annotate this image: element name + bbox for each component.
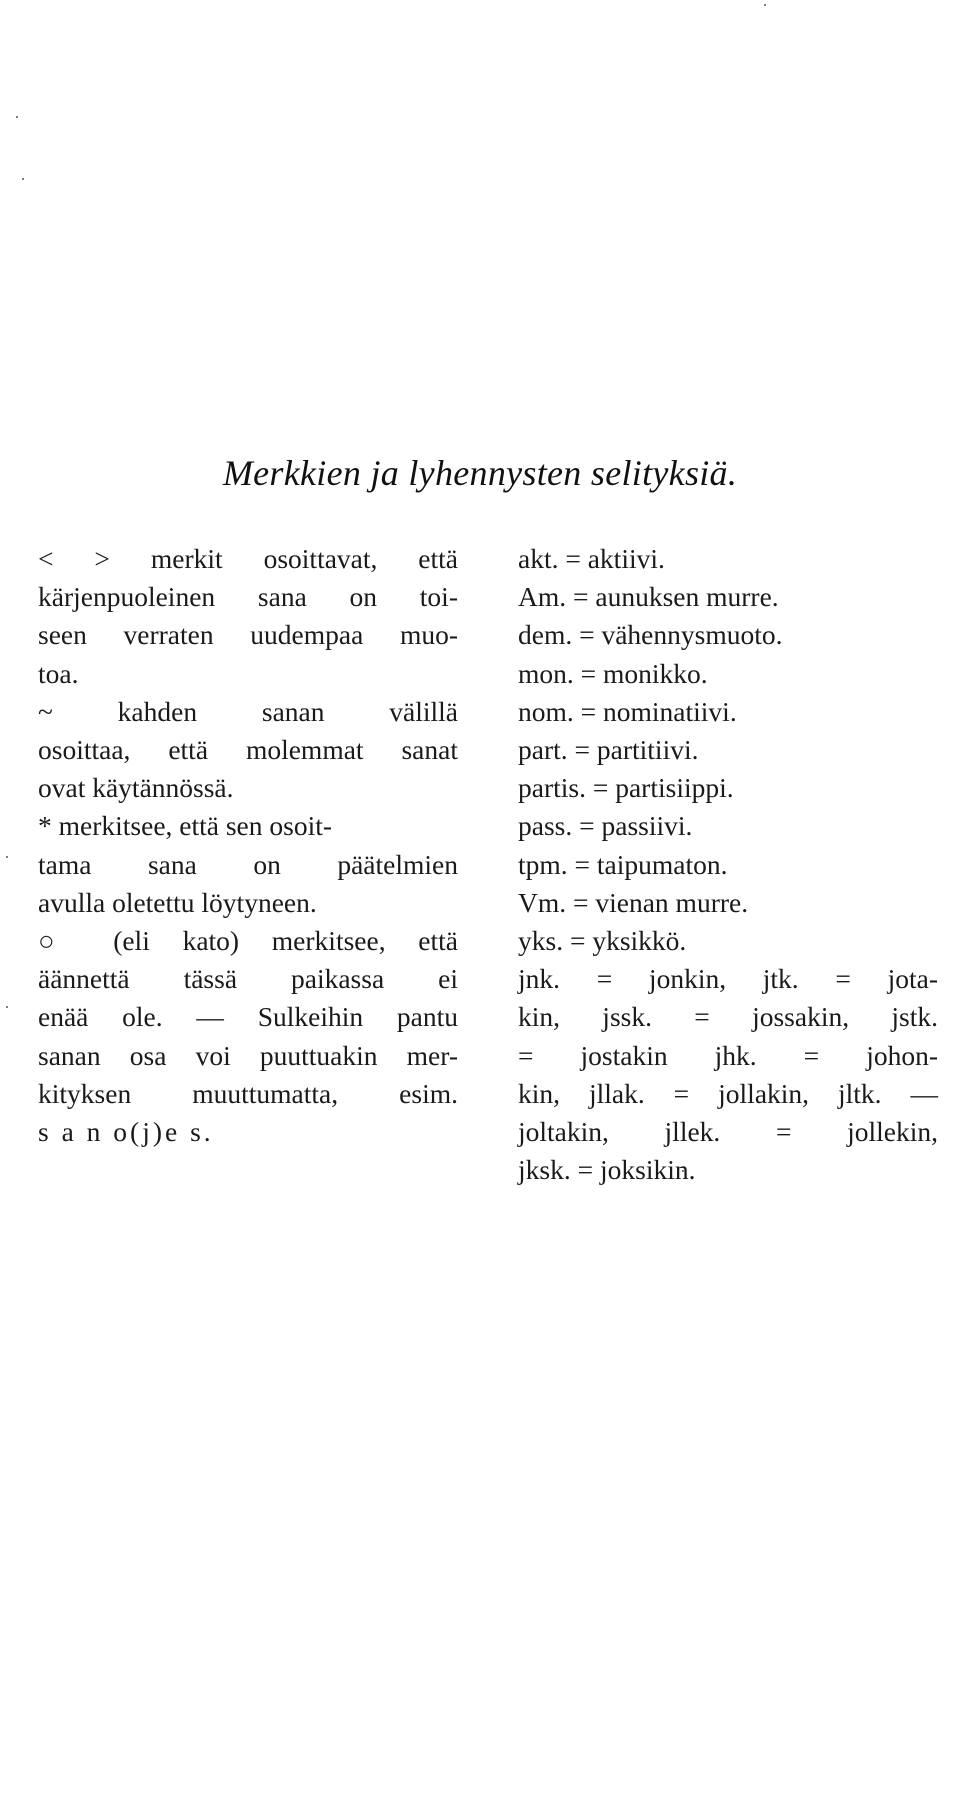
text-line: äännettä tässä paikassa ei: [38, 963, 458, 995]
text-line: osoittaa, että molemmat sanat: [38, 734, 458, 766]
paragraph-circle: [38, 922, 458, 1151]
scan-speck: [6, 856, 8, 858]
abbreviation-row: Vm. = vienan murre.: [518, 886, 749, 918]
text-line: kityksen muuttumatta, esim.: [38, 1077, 458, 1109]
abbreviation-row: akt. = aktiivi.: [518, 543, 665, 574]
paragraph-angle-brackets: [38, 540, 458, 693]
abbreviation-row: nom. = nominatiivi.: [518, 695, 737, 727]
abbreviation-row: Am. = aunuksen murre.: [518, 581, 779, 613]
abbreviation-row: tpm. = taipumaton.: [518, 848, 728, 880]
text-line: ovat käytännössä.: [38, 772, 234, 804]
text-line: s a n o(j)e s.: [38, 1116, 214, 1148]
abbreviations-column: [518, 540, 938, 1189]
text-line: * merkitsee, että sen osoit-: [38, 810, 333, 842]
paragraph-asterisk: [38, 807, 458, 922]
text-line: ~ kahden sanan välillä: [38, 695, 458, 727]
text-line: seen verraten uudempaa muo-: [38, 619, 458, 651]
scan-speck: [6, 1006, 8, 1008]
scan-speck: [16, 116, 18, 118]
text-line: sanan osa voi puuttuakin mer-: [38, 1039, 458, 1071]
text-line: kärjenpuoleinen sana on toi-: [38, 581, 458, 613]
symbols-column: [38, 540, 458, 1151]
abbreviation-row: partis. = partisiippi.: [518, 772, 734, 804]
text-line: < > merkit osoittavat, että: [38, 543, 458, 574]
abbreviation-row: mon. = monikko.: [518, 657, 708, 689]
abbreviation-row: kin, jssk. = jossakin, jstk.: [518, 1001, 938, 1033]
abbreviation-row: dem. = vähennysmuoto.: [518, 619, 783, 651]
abbreviation-row: joltakin, jllek. = jollekin,: [518, 1116, 938, 1148]
scan-speck: [764, 4, 766, 6]
abbreviation-row: jksk. = joksikin.: [518, 1154, 696, 1186]
abbreviation-row: kin, jllak. = jollakin, jltk. —: [518, 1077, 938, 1109]
abbreviation-row: yks. = yksikkö.: [518, 925, 687, 957]
abbreviation-row: pass. = passiivi.: [518, 810, 693, 842]
text-line: tama sana on päätelmien: [38, 848, 458, 880]
text-line: ○ (eli kato) merkitsee, että: [38, 925, 458, 957]
abbreviation-row: = jostakin jhk. = johon-: [518, 1039, 938, 1071]
text-line: avulla oletettu löytyneen.: [38, 886, 317, 918]
page-title: Merkkien ja lyhennysten selityksiä.: [222, 453, 738, 493]
abbreviation-row: jnk. = jonkin, jtk. = jota-: [518, 963, 938, 995]
abbreviation-row: part. = partitiivi.: [518, 734, 699, 766]
paragraph-tilde: [38, 693, 458, 808]
text-line: enää ole. — Sulkeihin pantu: [38, 1001, 458, 1033]
text-line: toa.: [38, 657, 79, 689]
scan-speck: [22, 178, 24, 180]
